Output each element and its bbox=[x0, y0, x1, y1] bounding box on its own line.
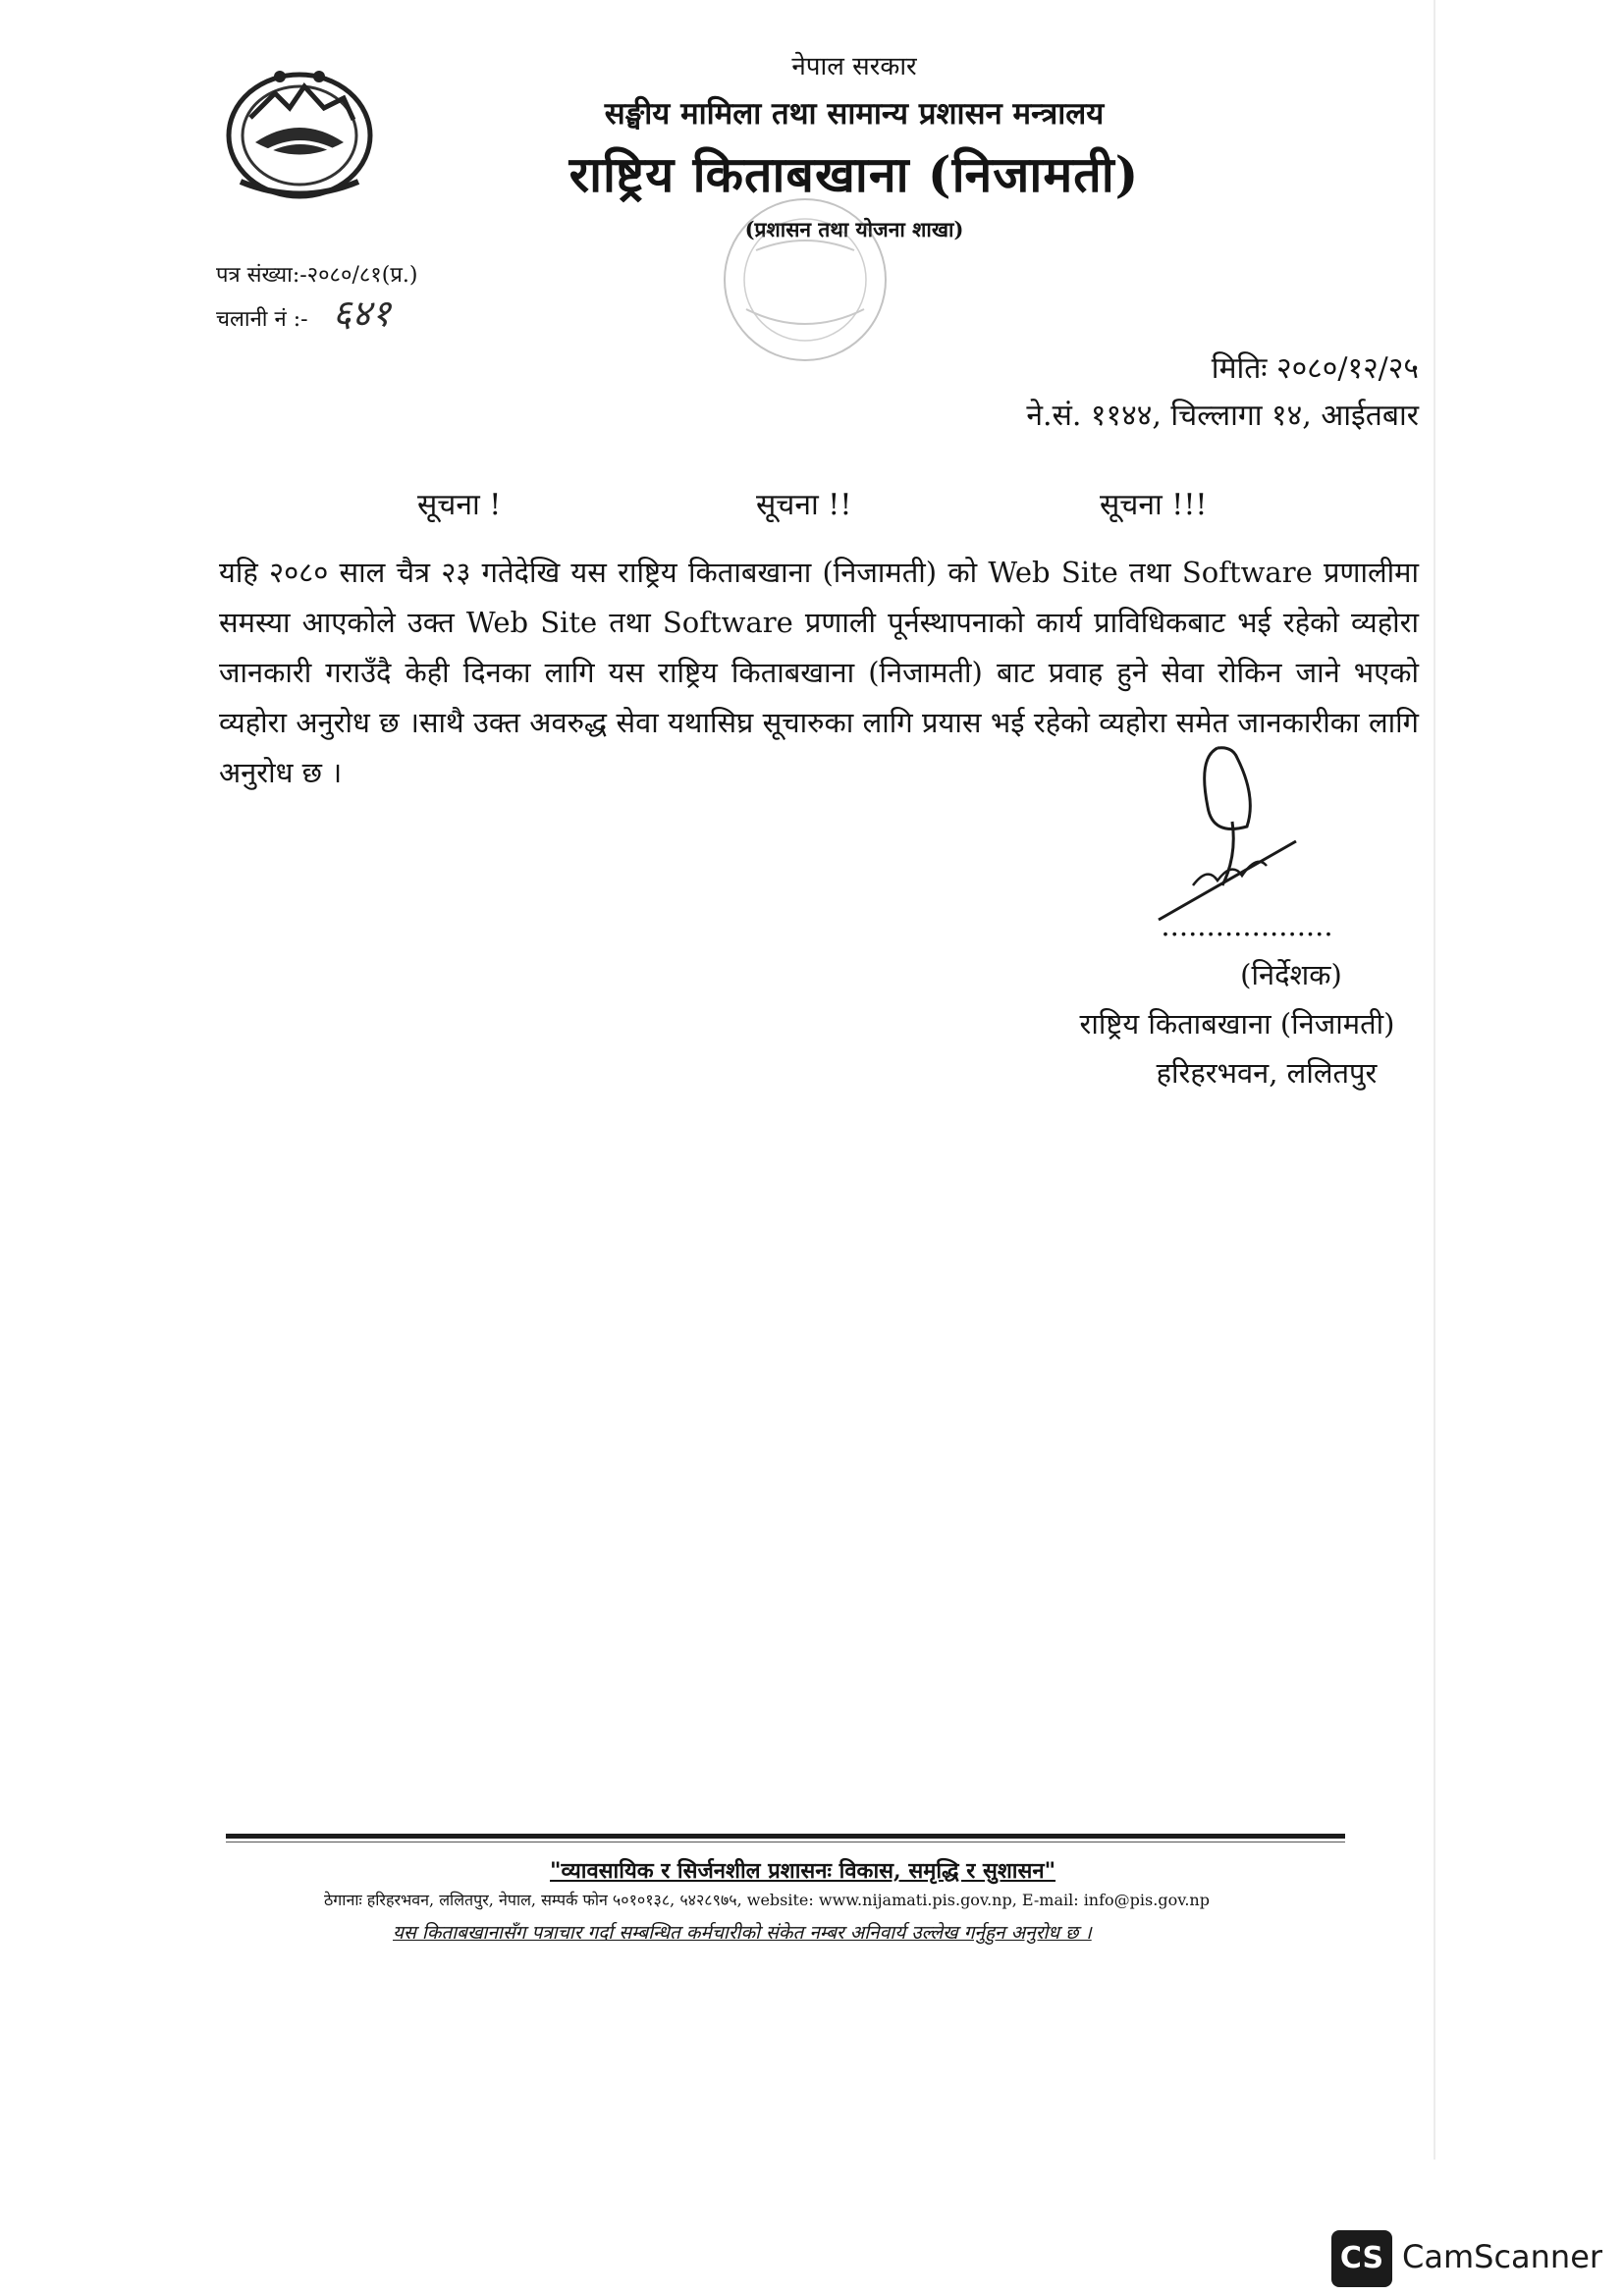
government-name: नेपाल सरकार bbox=[791, 52, 917, 81]
branch-name: (प्रशासन तथा योजना शाखा) bbox=[744, 217, 964, 241]
nepal-emblem-icon bbox=[221, 59, 378, 201]
page-edge-shadow bbox=[1434, 0, 1435, 2160]
notice-heading-2: सूचना !! bbox=[756, 488, 852, 522]
date-bs: मितिः २०८०/१२/२५ bbox=[1211, 351, 1419, 386]
office-name: राष्ट्रिय किताबखाना (निजामती) bbox=[568, 145, 1140, 203]
signature-dots: ................... bbox=[1161, 909, 1333, 942]
letter-number: पत्र संख्या:-२०८०/८१(प्र.) bbox=[216, 263, 418, 288]
footer-divider bbox=[226, 1834, 1345, 1839]
camscanner-logo-icon: CS bbox=[1331, 2230, 1392, 2287]
signatory-address: हरिहरभवन, ललितपुर bbox=[1156, 1056, 1378, 1090]
signatory-title: (निर्देशक) bbox=[1240, 958, 1342, 991]
office-seal-stamp bbox=[687, 191, 923, 368]
notice-heading-3: सूचना !!! bbox=[1100, 488, 1208, 522]
reference-block bbox=[216, 257, 417, 339]
date-ns: ने.सं. ११४४, चिल्लागा १४, आईतबार bbox=[1026, 399, 1419, 433]
ministry-name: सङ्घीय मामिला तथा सामान्य प्रशासन मन्त्रालय bbox=[604, 96, 1105, 132]
footer-address: ठेगानाः हरिहरभवन, ललितपुर, नेपाल, सम्पर्क फोन ५०१०१३८, ५४२८९७५, website: www.nijamati.pis.gov.np, E-mail: info@pis.gov.np bbox=[324, 1891, 1210, 1909]
dispatch-number-row bbox=[216, 294, 417, 339]
dispatch-label: चलानी नं :- bbox=[216, 307, 308, 332]
camscanner-watermark: CamScanner bbox=[1402, 2238, 1603, 2275]
notice-heading-1: सूचना ! bbox=[417, 488, 502, 522]
footer-motto: "व्यावसायिक र सिर्जनशील प्रशासनः विकास, समृद्धि र सुशासन" bbox=[550, 1858, 1056, 1884]
footer-request: यस किताबखानासँग पत्राचार गर्दा सम्बन्धित कर्मचारीको संकेत नम्बर अनिवार्य उल्लेख गर्नुहुन अनुरोध छ । bbox=[393, 1922, 1092, 1944]
dispatch-number: ६४१ bbox=[332, 292, 391, 335]
notice-body: यहि २०८० साल चैत्र २३ गतेदेखि यस राष्ट्रिय किताबखाना (निजामती) को Web Site तथा Software प्रणालीमा समस्या आएकोले उक्त Web Site तथा Software प्रणाली पूर्नस्थापनाको कार्य प्राविधिकबाट भई रहेको व्यहोरा जानकारी गराउँदै केही दिनका लागि यस राष्ट्रिय किताबखाना (निजामती) बाट प्रवाह हुने सेवा रोकिन जाने भएको व्यहोरा अनुरोध छ ।साथै उक्त अवरुद्ध सेवा यथासिघ्र सूचारुका लागि प्रयास भई रहेको व्यहोरा समेत जानकारीका लागि अनुरोध छ । bbox=[219, 556, 1419, 789]
signature-block bbox=[1060, 901, 1434, 1097]
date-block bbox=[1026, 346, 1419, 440]
signatory-office: राष्ट्रिय किताबखाना (निजामती) bbox=[1079, 1007, 1395, 1041]
